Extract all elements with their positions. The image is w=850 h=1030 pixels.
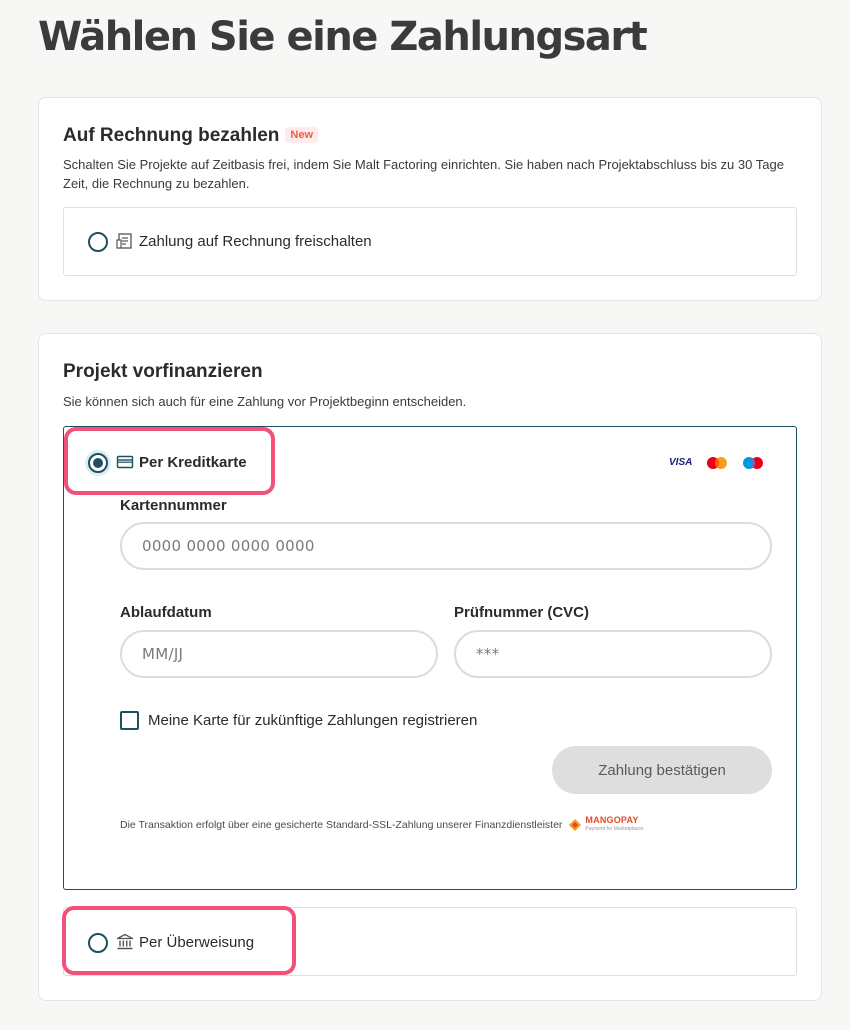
save-card-label[interactable]: Meine Karte für zukünftige Zahlungen registrieren xyxy=(148,712,478,729)
prepay-section xyxy=(38,333,822,1001)
bank-transfer-label: Per Überweisung xyxy=(139,933,255,951)
ssl-footnote-text: Die Transaktion erfolgt über eine gesicherte Standard-SSL-Zahlung unserer Finanzdienstleister xyxy=(120,819,563,831)
credit-card-option[interactable] xyxy=(63,426,797,890)
bank-transfer-radio[interactable] xyxy=(88,933,108,953)
expiry-input[interactable] xyxy=(120,630,438,678)
confirm-payment-button[interactable]: Zahlung bestätigen xyxy=(552,746,772,794)
invoice-section-title-text: Auf Rechnung bezahlen xyxy=(63,125,280,146)
invoice-option-label-group xyxy=(116,232,372,250)
prepay-section-title: Projekt vorfinanzieren xyxy=(63,361,263,382)
bank-transfer-label-group xyxy=(116,933,254,951)
invoice-option-label: Zahlung auf Rechnung freischalten xyxy=(139,232,372,250)
invoice-icon xyxy=(116,232,134,250)
ssl-footnote xyxy=(120,816,644,834)
credit-card-option-label: Per Kreditkarte xyxy=(139,453,247,471)
mangopay-name: MANGOPAY xyxy=(585,815,639,825)
cvc-input[interactable] xyxy=(454,630,772,678)
credit-card-option-label-group xyxy=(116,453,247,471)
card-number-input[interactable] xyxy=(120,522,772,570)
visa-logo: VISA xyxy=(669,457,693,468)
mangopay-icon xyxy=(568,818,582,832)
invoice-section-description: Schalten Sie Projekte auf Zeitbasis frei, indem Sie Malt Factoring einrichten. Sie haben nach Projektabschluss bis zu 30 Tage Zeit, die Rechnung zu bezahlen. xyxy=(63,157,784,191)
mangopay-logo xyxy=(568,816,643,834)
new-badge: New xyxy=(285,127,318,143)
prepay-section-description: Sie können sich auch für eine Zahlung vor Projektbeginn entscheiden. xyxy=(63,394,467,409)
credit-card-icon xyxy=(116,453,134,471)
mastercard-logo xyxy=(706,456,728,470)
bank-transfer-option[interactable] xyxy=(63,907,797,976)
bank-icon xyxy=(116,933,134,951)
invoice-section xyxy=(38,97,822,301)
save-card-checkbox[interactable] xyxy=(120,711,139,730)
page-title: Wählen Sie eine Zahlungsart xyxy=(38,14,647,60)
cvc-label: Prüfnummer (CVC) xyxy=(454,604,590,621)
invoice-radio[interactable] xyxy=(88,232,108,252)
maestro-logo xyxy=(742,456,764,470)
expiry-label: Ablaufdatum xyxy=(120,604,212,621)
invoice-section-title xyxy=(63,125,318,147)
mangopay-tagline: Payment for Marketplaces xyxy=(585,826,644,832)
card-number-label: Kartennummer xyxy=(120,497,227,514)
invoice-option[interactable] xyxy=(63,207,797,276)
credit-card-radio[interactable] xyxy=(88,453,108,473)
